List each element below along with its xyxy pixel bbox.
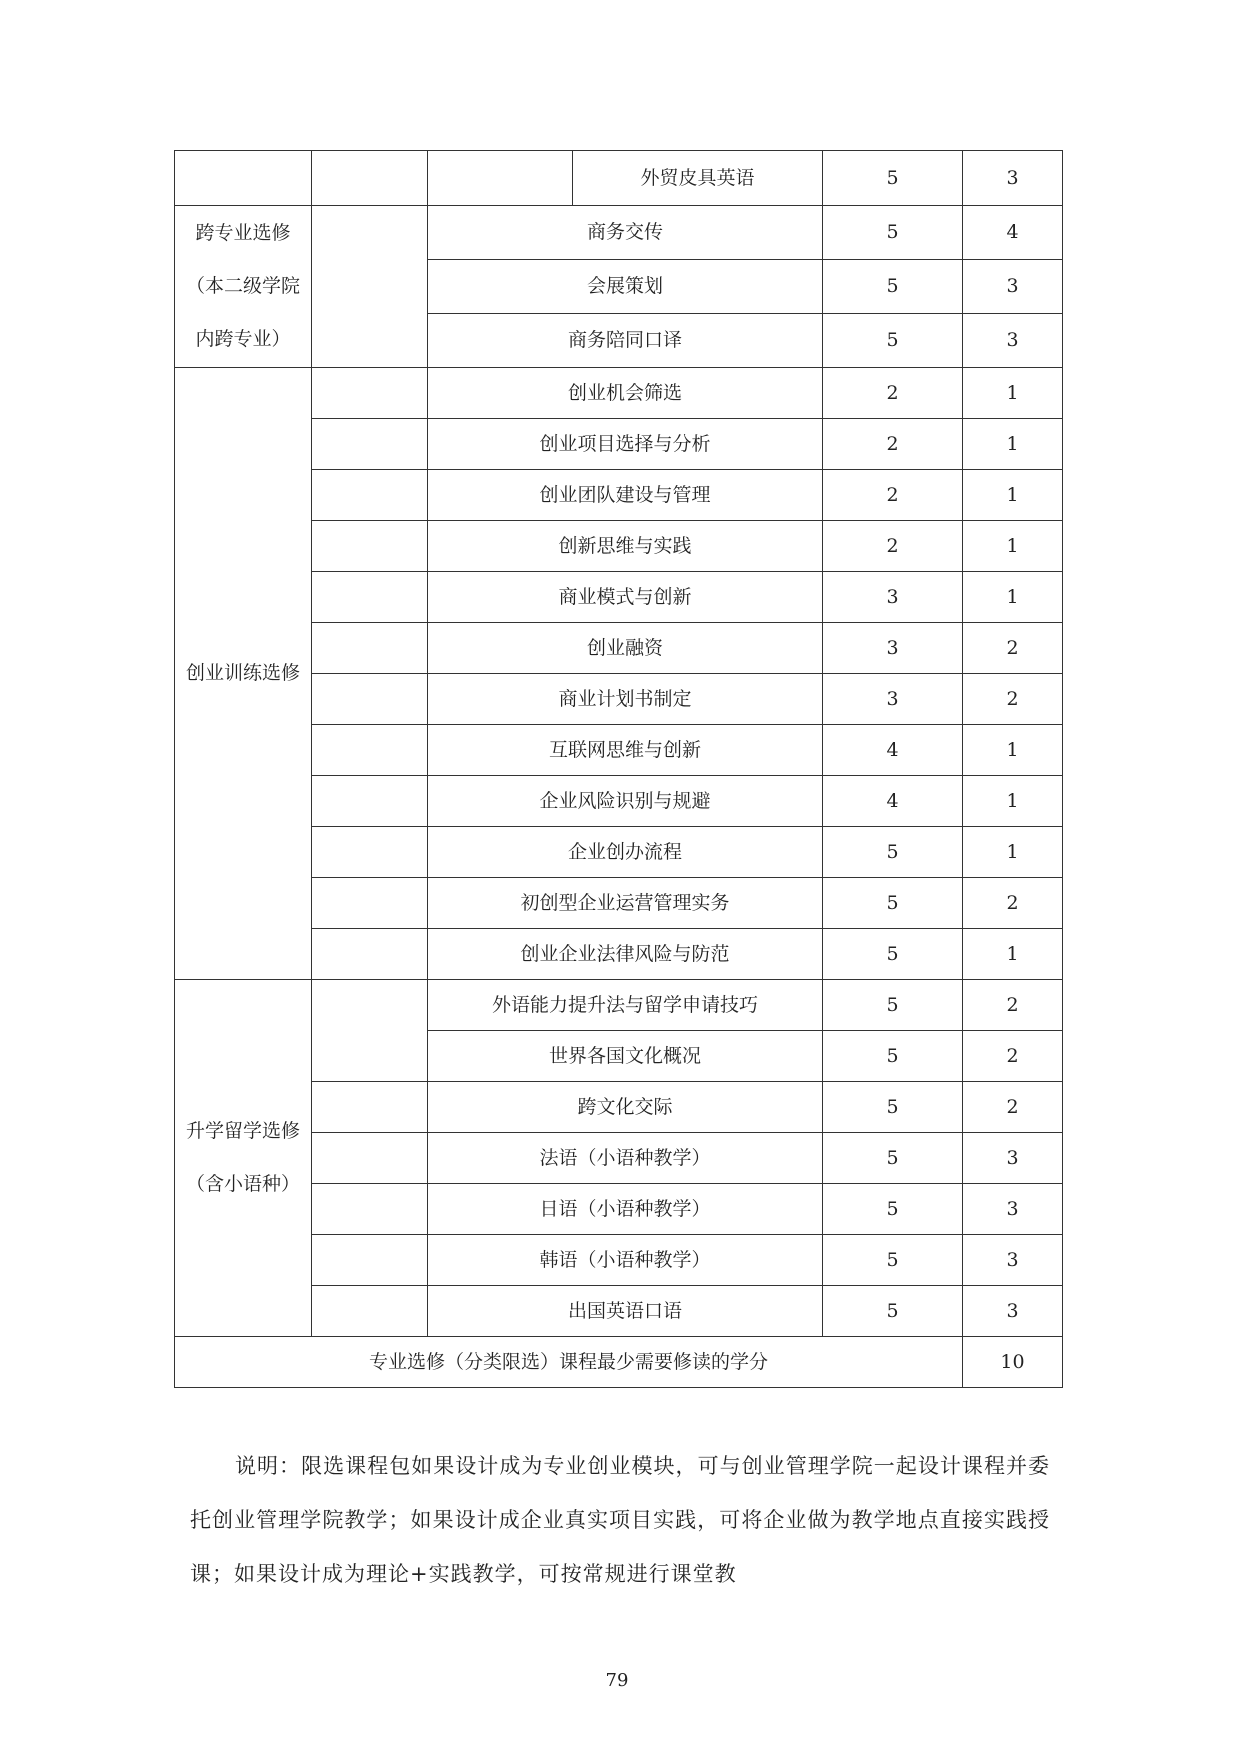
course-name-cell: 创业项目选择与分析 [428,419,823,470]
empty-cell [312,368,428,419]
course-name-cell: 外贸皮具英语 [573,151,823,206]
course-name-cell: 商务交传 [428,206,823,260]
semester-cell: 2 [823,368,963,419]
credits-cell: 1 [963,368,1063,419]
table-row [175,206,1063,260]
semester-cell: 5 [823,151,963,206]
empty-cell [312,776,428,827]
course-name-cell: 创新思维与实践 [428,521,823,572]
table-footer-row [175,1337,1063,1388]
credits-cell: 2 [963,674,1063,725]
semester-cell: 4 [823,725,963,776]
empty-cell [312,929,428,980]
empty-cell [312,1082,428,1133]
empty-cell [312,725,428,776]
semester-cell: 3 [823,674,963,725]
course-name-cell: 初创型企业运营管理实务 [428,878,823,929]
course-name-cell: 日语（小语种教学） [428,1184,823,1235]
semester-cell: 2 [823,419,963,470]
empty-cell [312,572,428,623]
credits-cell: 2 [963,1082,1063,1133]
semester-cell: 5 [823,260,963,314]
empty-cell [312,1133,428,1184]
semester-cell: 5 [823,1235,963,1286]
empty-cell [312,1286,428,1337]
course-name-cell: 企业风险识别与规避 [428,776,823,827]
semester-cell: 3 [823,572,963,623]
course-name-cell: 跨文化交际 [428,1082,823,1133]
semester-cell: 5 [823,1184,963,1235]
course-name-cell: 韩语（小语种教学） [428,1235,823,1286]
course-name-cell: 会展策划 [428,260,823,314]
empty-cell [312,419,428,470]
credits-cell: 2 [963,878,1063,929]
credits-cell: 1 [963,419,1063,470]
empty-cell [312,521,428,572]
semester-cell: 5 [823,1133,963,1184]
semester-cell: 2 [823,470,963,521]
credits-cell: 1 [963,929,1063,980]
semester-cell: 5 [823,878,963,929]
credits-cell: 3 [963,260,1063,314]
credits-cell: 4 [963,206,1063,260]
credits-cell: 3 [963,1184,1063,1235]
page-number: 79 [605,1670,629,1691]
semester-cell: 5 [823,1082,963,1133]
empty-cell [312,151,428,206]
table-row [175,151,1063,206]
course-name-cell: 创业融资 [428,623,823,674]
category-entrepreneurship [175,368,312,980]
semester-cell: 5 [823,929,963,980]
credits-cell: 3 [963,314,1063,368]
footer-value: 10 [963,1337,1063,1388]
semester-cell: 5 [823,1031,963,1082]
table-row [175,980,1063,1031]
course-name-cell: 出国英语口语 [428,1286,823,1337]
semester-cell: 2 [823,521,963,572]
course-name-cell: 创业机会筛选 [428,368,823,419]
semester-cell: 5 [823,314,963,368]
category-line: （含小语种） [185,1173,300,1195]
credits-cell: 3 [963,151,1063,206]
semester-cell: 3 [823,623,963,674]
category-study-abroad [175,980,312,1337]
credits-cell: 2 [963,623,1063,674]
credits-cell: 2 [963,980,1063,1031]
course-table [174,150,1063,1388]
credits-cell: 3 [963,1133,1063,1184]
course-name-cell: 创业团队建设与管理 [428,470,823,521]
credits-cell: 1 [963,776,1063,827]
empty-cell [312,623,428,674]
semester-cell: 5 [823,980,963,1031]
empty-cell [312,1184,428,1235]
credits-cell: 3 [963,1286,1063,1337]
footer-label: 专业选修（分类限选）课程最少需要修读的学分 [175,1337,963,1388]
note-paragraph: 说明：限选课程包如果设计成为专业创业模块，可与创业管理学院一起设计课程并委托创业管理学院教学；如果设计成企业真实项目实践，可将企业做为教学地点直接实践授课；如果设计成为理论+实践教学，可按常规进行课堂教 [190,1454,1050,1586]
empty-cell [312,470,428,521]
course-name-cell: 创业企业法律风险与防范 [428,929,823,980]
semester-cell: 5 [823,827,963,878]
course-name-cell: 企业创办流程 [428,827,823,878]
course-name-cell: 外语能力提升法与留学申请技巧 [428,980,823,1031]
empty-cell [312,980,428,1082]
semester-cell: 4 [823,776,963,827]
course-name-cell: 商业模式与创新 [428,572,823,623]
credits-cell: 1 [963,827,1063,878]
empty-cell [312,674,428,725]
empty-cell [428,151,573,206]
empty-cell [312,1235,428,1286]
category-line: （本二级学院 [185,275,300,297]
credits-cell: 3 [963,1235,1063,1286]
credits-cell: 1 [963,572,1063,623]
category-cross-major [175,206,312,368]
category-line: 内跨专业） [195,328,291,350]
credits-cell: 1 [963,470,1063,521]
empty-cell [175,151,312,206]
credits-cell: 2 [963,1031,1063,1082]
category-line: 跨专业选修 [195,222,291,244]
course-name-cell: 互联网思维与创新 [428,725,823,776]
semester-cell: 5 [823,1286,963,1337]
category-line: 升学留学选修 [185,1120,300,1142]
credits-cell: 1 [963,725,1063,776]
empty-cell [312,206,428,368]
course-name-cell: 法语（小语种教学） [428,1133,823,1184]
semester-cell: 5 [823,206,963,260]
course-name-cell: 商务陪同口译 [428,314,823,368]
category-label: 创业训练选修 [185,662,300,685]
course-name-cell: 世界各国文化概况 [428,1031,823,1082]
empty-cell [312,827,428,878]
credits-cell: 1 [963,521,1063,572]
table-row [175,368,1063,419]
course-name-cell: 商业计划书制定 [428,674,823,725]
empty-cell [312,878,428,929]
